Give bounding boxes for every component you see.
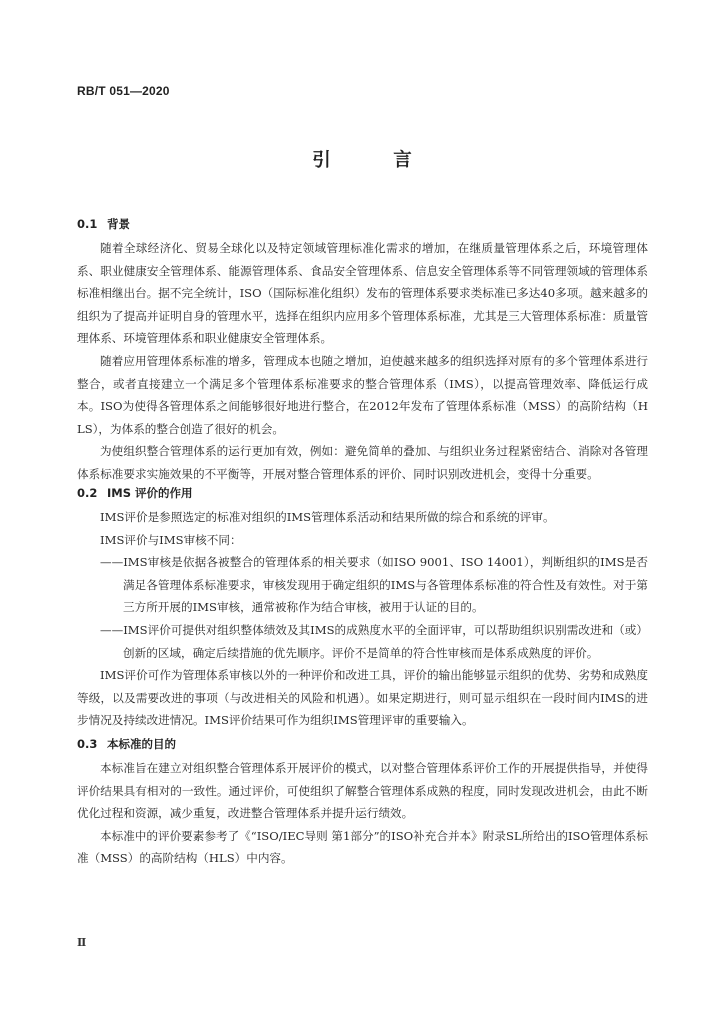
document-code: RB/T 051—2020 — [77, 84, 170, 98]
paragraph: 为使组织整合管理体系的运行更加有效，例如：避免简单的叠加、与组织业务过程紧密结合、消除对各管理体系标准要求实施效果的不平衡等，开展对整合管理体系的评价、同时识别改进机会，变得十分重要。 — [77, 444, 648, 481]
paragraph: IMS评价是参照选定的标准对组织的IMS管理体系活动和结果所做的综合和系统的评审。 — [100, 510, 555, 524]
page-number: Ⅱ — [77, 936, 87, 949]
list-item: ——IMS审核是依据各被整合的管理体系的相关要求（如ISO 9001、ISO 14001），判断组织的IMS是否满足各管理体系标准要求，审核发现用于确定组织的IMS与各管理体系标准的符合性及有效性。对于第三方所开展的IMS审核，通常被称作为结合审核，被用于认证的目的。 — [100, 555, 648, 615]
page-title: 引 言 — [312, 150, 440, 171]
section-ims-evaluation-role — [77, 484, 648, 732]
section-heading — [77, 735, 648, 753]
section-heading — [77, 484, 648, 502]
paragraph: 本标准旨在建立对组织整合管理体系开展评价的模式，以对整合管理体系评价工作的开展提供指导，并使得评价结果具有相对的一致性。通过评价，可使组织了解整合管理体系成熟的程度，同时发现改进机会，由此不断优化过程和资源，减少重复，改进整合管理体系并提升运行绩效。 — [77, 761, 648, 821]
paragraph: IMS评价与IMS审核不同： — [100, 532, 242, 547]
section-number: 0.2 — [77, 486, 98, 500]
section-background — [77, 215, 648, 486]
section-number: 0.1 — [77, 217, 98, 231]
section-title: 本标准的目的 — [107, 737, 176, 751]
section-heading — [77, 215, 648, 233]
section-title: IMS 评价的作用 — [107, 486, 193, 500]
section-title: 背景 — [107, 217, 130, 231]
paragraph: 随着全球经济化、贸易全球化以及特定领域管理标准化需求的增加，在继质量管理体系之后，环境管理体系、职业健康安全管理体系、能源管理体系、食品安全管理体系、信息安全管理体系等不同管理领域的管理体系标准相继出台。据不完全统计，ISO（国际标准化组织）发布的管理体系要求类标准已多达40多项。越来越多的组织为了提高并证明自身的管理水平，选择在组织内应用多个管理体系标准，尤其是三大管理体系标准：质量管理体系、环境管理体系和职业健康安全管理体系。 — [77, 241, 648, 346]
section-purpose — [77, 735, 648, 870]
list-item: ——IMS评价可提供对组织整体绩效及其IMS的成熟度水平的全面评审，可以帮助组织识别需改进和（或）创新的区域，确定后续措施的优先顺序。评价不是简单的符合性审核而是体系成熟度的评价。 — [100, 622, 648, 660]
section-number: 0.3 — [77, 737, 98, 751]
paragraph: 随着应用管理体系标准的增多，管理成本也随之增加，迫使越来越多的组织选择对原有的多个管理体系进行整合，或者直接建立一个满足多个管理体系标准要求的整合管理体系（IMS），以提高管理效率、降低运行成本。ISO为使得各管理体系之间能够很好地进行整合，在2012年发布了管理体系标准（MSS）的高阶结构（HLS），为体系的整合创造了很好的机会。 — [77, 353, 648, 436]
paragraph: 本标准中的评价要素参考了《“ISO/IEC导则 第1部分”的ISO补充合并本》附录SL所给出的ISO管理体系标准（MSS）的高阶结构（HLS）中内容。 — [77, 828, 648, 866]
paragraph: IMS评价可作为管理体系审核以外的一种评价和改进工具，评价的输出能够显示组织的优势、劣势和成熟度等级，以及需要改进的事项（与改进相关的风险和机遇）。如果定期进行，则可显示组织在一段时间内IMS的进步情况及持续改进情况。IMS评价结果可作为组织IMS管理评审的重要输入。 — [77, 668, 648, 728]
